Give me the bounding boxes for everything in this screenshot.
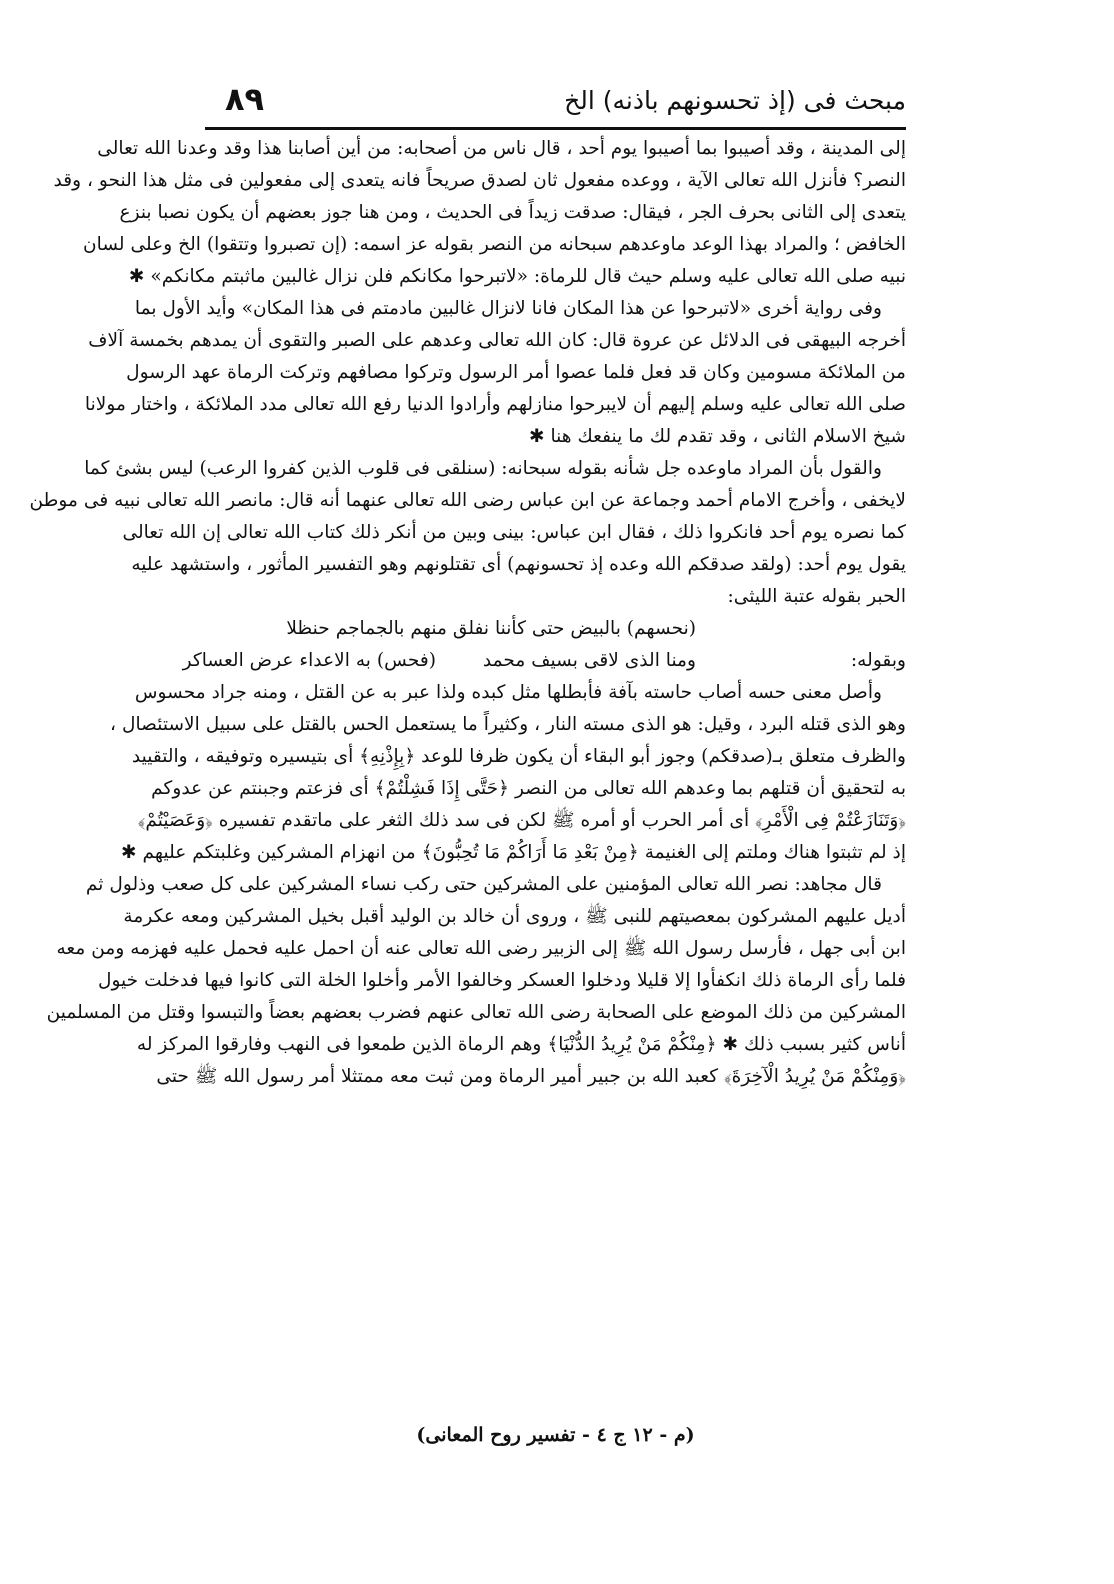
text-line: وهو الذى قتله البرد ، وقيل: هو الذى مسته النار ، وكثيراً ما يستعمل الحس بالقتل على سبيل الاستئصال ، bbox=[110, 714, 906, 735]
text-line: يقول يوم أحد: (ولقد صدقكم الله وعده إذ تحسونهم) أى تقتلونهم وهو التفسير المأثور ، واستشهد عليه bbox=[131, 554, 906, 575]
text-line: صلى الله تعالى عليه وسلم إليهم أن لايبرحوا منازلهم وأرادوا الدنيا رفع الله تعالى مدد الملائكة ، واختار مولانا bbox=[84, 394, 906, 415]
text-line: أناس كثير بسبب ذلك ✱ ﴿مِنْكُمْ مَنْ يُرِيدُ الدُّنْيَا﴾ وهم الرماة الذين طمعوا فى النهب وفارقوا المركز له bbox=[136, 1034, 906, 1055]
page-header bbox=[205, 80, 906, 120]
text-line: ابن أبى جهل ، فأرسل رسول الله ﷺ إلى الزبير رضى الله تعالى عنه أن احمل عليه فحمل عليه فهزمه ومن معه bbox=[56, 938, 906, 959]
text-line: النصر؟ فأنزل الله تعالى الآية ، ووعده مفعول ثان لصدق صريحاً فانه يتعدى إلى مفعولين فى مثل هذا النحو ، وقد bbox=[53, 170, 906, 191]
text-line: قال مجاهد: نصر الله تعالى المؤمنين على المشركين حتى ركب نساء المشركين على كل صعب وذلول ثم bbox=[85, 874, 882, 895]
text-line: كما نصره يوم أحد فانكروا ذلك ، فقال ابن عباس: بينى وبين من أنكر ذلك كتاب الله تعالى إن الله تعالى bbox=[122, 522, 906, 543]
poem-verse bbox=[210, 613, 906, 645]
text-line: به لتحقيق أن قتلهم بما وعدهم الله تعالى من النصر ﴿حَتَّى إِذَا فَشِلْتُمْ﴾ أى فزعتم وجبنتم عن عدوكم bbox=[151, 778, 906, 799]
text-line: والظرف متعلق بـ(صدقكم) وجوز أبو البقاء أن يكون ظرفا للوعد ﴿بِإِذْنِهِ﴾ أى بتيسيره وتوفيقه ، والتقييد bbox=[131, 746, 906, 767]
text-line: وأصل معنى حسه أصاب حاسته بآفة فأبطلها مثل كبده ولذا عبر به عن القتل ، ومنه جراد محسوس bbox=[134, 682, 882, 703]
text-line: ﴿وَتَنَازَعْتُمْ فِى الْأَمْرِ﴾ أى أمر الحرب أو أمره ﷺ لكن فى سد ذلك الثغر على ماتقدم تفسيره ﴿وَعَصَيْتُمْ﴾ bbox=[137, 810, 906, 831]
text-line: إلى المدينة ، وقد أصيبوا بما أصيبوا يوم أحد ، قال ناس من أصحابه: من أين أصابنا هذا وقد وعدنا الله تعالى bbox=[97, 138, 906, 159]
verse-label: وبقوله: bbox=[850, 650, 906, 671]
page-body bbox=[29, 133, 906, 1093]
text-line: أخرجه البيهقى فى الدلائل عن عروة قال: كان الله تعالى وعدهم على الصبر والتقوى أن يمدهم بخمسة آلاف bbox=[88, 330, 906, 351]
text-line: من الملائكة مسومين وكان قد فعل فلما عصوا أمر الرسول وتركوا مصافهم وتركت الرماة عهد الرسول bbox=[126, 362, 906, 383]
page-footer: (م - ١٢ ج ٤ - تفسير روح المعانى) bbox=[416, 1424, 695, 1446]
text-line: لايخفى ، وأخرج الامام أحمد وجماعة عن ابن عباس رضى الله تعالى عنهما أنه قال: مانصر الله تعالى نبيه فى موطن bbox=[29, 490, 906, 511]
text-line: وفى رواية أخرى «لاتبرحوا عن هذا المكان فانا لانزال غالبين مادمتم فى هذا المكان» وأيد الأول بما bbox=[134, 298, 882, 319]
text-line: نبيه صلى الله تعالى عليه وسلم حيث قال للرماة: «لاتبرحوا مكانكم فلن نزال غالبين ماثبتم مكانكم» ✱ bbox=[128, 266, 906, 287]
text-line: الخافض ؛ والمراد بهذا الوعد ماوعدهم سبحانه من النصر بقوله عز اسمه: (إن تصبروا وتتقوا) الخ وعلى لسان bbox=[83, 234, 906, 255]
text-line: أديل عليهم المشركون بمعصيتهم للنبى ﷺ ، وروى أن خالد بن الوليد أقبل بخيل المشركين ومعه عكرمة bbox=[123, 906, 906, 927]
text-line: ﴿وَمِنْكُمْ مَنْ يُرِيدُ الْآخِرَةَ﴾ كعبد الله بن جبير أمير الرماة ومن ثبت معه ممتثلا أمر رسول الله ﷺ حتى bbox=[156, 1066, 906, 1087]
running-title: مبحث فى (إذ تحسونهم باذنه) الخ bbox=[564, 86, 906, 115]
text-line: المشركين من ذلك الموضع على الصحابة رضى الله تعالى عنهم فضرب بعضهم بعضاً والتبسوا وقتل من المسلمين bbox=[46, 1002, 906, 1023]
verse-line: (نحسهم) بالبيض حتى كأننا نفلق منهم بالجماجم حنظلا bbox=[286, 618, 696, 639]
text-line: شيخ الاسلام الثانى ، وقد تقدم لك ما ينفعك هنا ✱ bbox=[529, 426, 906, 447]
page-number: ٨٩ bbox=[225, 80, 265, 118]
poem-verse bbox=[182, 645, 906, 677]
text-line: فلما رأى الرماة ذلك انكفأوا إلا قليلا ودخلوا العسكر وخالفوا الأمر وأخلوا الخلة التى كانوا فيها فدخلت خيول bbox=[97, 970, 906, 991]
verse-hemistich: (فحس) به الاعداء عرض العساكر bbox=[182, 650, 436, 671]
text-line: والقول بأن المراد ماوعده جل شأنه بقوله سبحانه: (سنلقى فى قلوب الذين كفروا الرعب) ليس بشئ كما bbox=[84, 458, 882, 479]
text-line: يتعدى إلى الثانى بحرف الجر ، فيقال: صدقت زيداً فى الحديث ، ومن هنا جوز بعضهم أن يكون نصبا بنزع bbox=[119, 202, 906, 223]
text-line: إذ لم تثبتوا هناك وملتم إلى الغنيمة ﴿مِنْ بَعْدِ مَا أَرَاكُمْ مَا تُحِبُّونَ﴾ من انهزام المشركين وغلبتكم عليهم ✱ bbox=[121, 842, 906, 863]
verse-hemistich: ومنا الذى لاقى بسيف محمد bbox=[482, 650, 696, 671]
text-line: الحبر بقوله عتبة الليثى: bbox=[727, 586, 906, 607]
header-rule bbox=[205, 127, 906, 130]
